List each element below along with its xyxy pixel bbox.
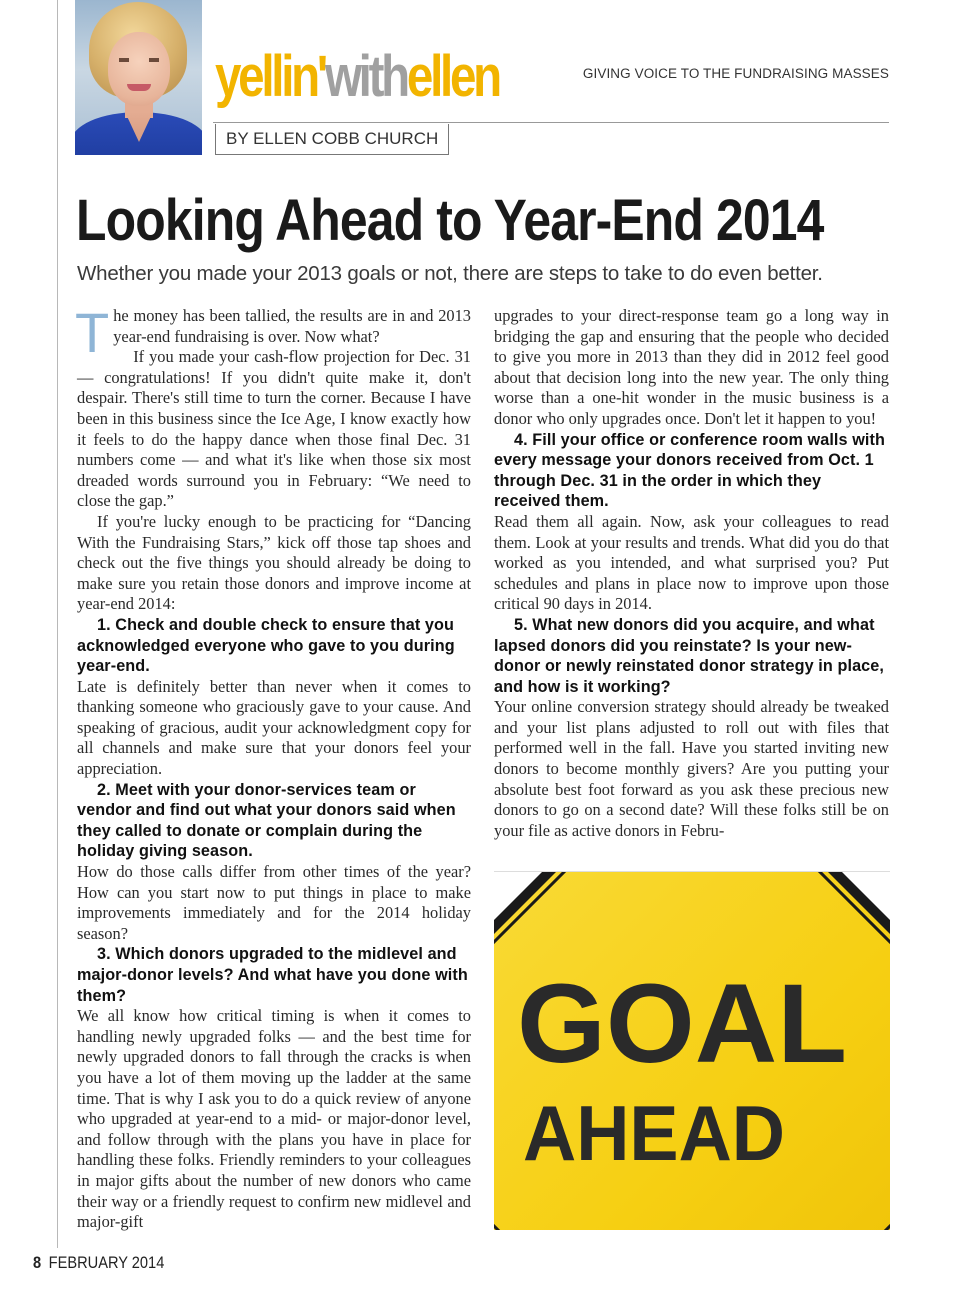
point-4-body: Read them all again. Now, ask your colleagues to read them. Look at your results and trends. What did you do that worked as you intended, and what surprised you? Put schedules and plans in place now to improve upon those critical 90 days in 2014. <box>494 511 889 614</box>
point-2-body: How do those calls differ from other times of the year? How can you start now to put things in place to make improvements immediately and for the 2014 holiday season? <box>77 862 471 943</box>
article-deck: Whether you made your 2013 goals or not, there are steps to take to do even better. <box>77 262 823 285</box>
point-5-body: Your online conversion strategy should already be tweaked and your list plans adjusted to roll out with files that performed well in the fall. Have you started inviting new donors to become monthly givers? Are you putting your absolute best foot forward as you ask these precious new donors to go on a second date? Will these folks still be on your file as active donors in Febru- <box>494 697 889 840</box>
sign-text-goal: GOAL <box>517 961 847 1086</box>
article-column-right <box>494 306 889 841</box>
header-rule <box>213 122 889 123</box>
intro-paragraph-3: If you're lucky enough to be practicing for “Dancing With the Fundraising Stars,” kick off those tap shoes and check out the five things you should already be doing to make sure you retain those donors and improve income at year-end 2014: <box>77 511 471 614</box>
sign-text-ahead: AHEAD <box>523 1089 785 1177</box>
point-3-body: We all know how critical timing is when it comes to handling newly upgraded folks — and the best time for newly upgraded donors to fall through the cracks is when you have a lot of them moving up the ladder at the same time. That is why I ask you to do a quick review of anyone who upgraded at year-end to a mid- or major-donor level, and follow through with the plans you have in place for handling these folks. Friendly reminders to your colleagues in major gifts about the number of new donors who came their way or a friendly request to confirm new midlevel and major-gift <box>77 1006 471 1232</box>
page-number: 8 <box>33 1253 42 1272</box>
goal-ahead-sign-image <box>494 871 890 1230</box>
road-sign-icon <box>494 872 890 1230</box>
article-column-left <box>75 301 471 1233</box>
point-1-body: Late is definitely better than never when it comes to thanking someone who graciously gave to your cause. And speaking of gracious, audit your acknowledgment copy for all channels and make sure that your donors feel your appreciation. <box>77 676 471 779</box>
issue-date: FEBRUARY 2014 <box>48 1253 165 1272</box>
point-3-heading: 3. Which donors upgraded to the midlevel and major-donor levels? And what have you done with them? <box>77 945 468 1005</box>
column-logo-part3: ellen <box>406 44 499 109</box>
byline: BY ELLEN COBB CHURCH <box>215 124 449 155</box>
point-2-heading: 2. Meet with your donor-services team or vendor and find out what your donors said when they called to donate or complain during the holiday giving season. <box>77 780 456 861</box>
point-3-body-continued: upgrades to your direct-response team go a long way in bridging the gap and ensuring that the people who decided to give you more in 2013 than they did in 2012 feel good about that decision long into the new year. The only thing worse than a one-hit wonder in the music business is a donor who only upgrades once. Don't let it happen to you! <box>494 306 889 428</box>
drop-cap: T <box>75 301 110 364</box>
intro-paragraph-1: The money has been tallied, the results are in and 2013 year-end fundraising is over. Now what? <box>75 301 471 364</box>
point-4-heading: 4. Fill your office or conference room walls with every message your donors received from Oct. 1 through Dec. 31 in the order in which they received them. <box>494 430 885 511</box>
column-logo <box>215 44 499 109</box>
point-5-heading: 5. What new donors did you acquire, and what lapsed donors did you reinstate? Is your new-donor or newly reinstated donor strategy in place, and how is it working? <box>494 615 884 696</box>
article-headline: Looking Ahead to Year-End 2014 <box>76 188 824 253</box>
left-margin-rule <box>57 0 58 1248</box>
column-tagline: GIVING VOICE TO THE FUNDRAISING MASSES <box>582 66 889 81</box>
page-folio <box>33 1253 164 1273</box>
intro-paragraph-2: If you made your cash-flow projection for Dec. 31 — congratulations! If you didn't quite make it, don't despair. There's still time to turn the corner. Because I have been in this business since the Ice Age, I know exactly how it feels to do the happy dance when those final Dec. 31 numbers come — and what it's like when those six most dreaded words surround you in February: “We need to close the gap.” <box>77 347 471 511</box>
column-logo-part2: with <box>324 44 407 109</box>
point-1-heading: 1. Check and double check to ensure that you acknowledged everyone who gave to you during year-end. <box>77 615 455 676</box>
column-logo-part1: yellin' <box>215 44 325 109</box>
author-photo <box>75 0 202 155</box>
